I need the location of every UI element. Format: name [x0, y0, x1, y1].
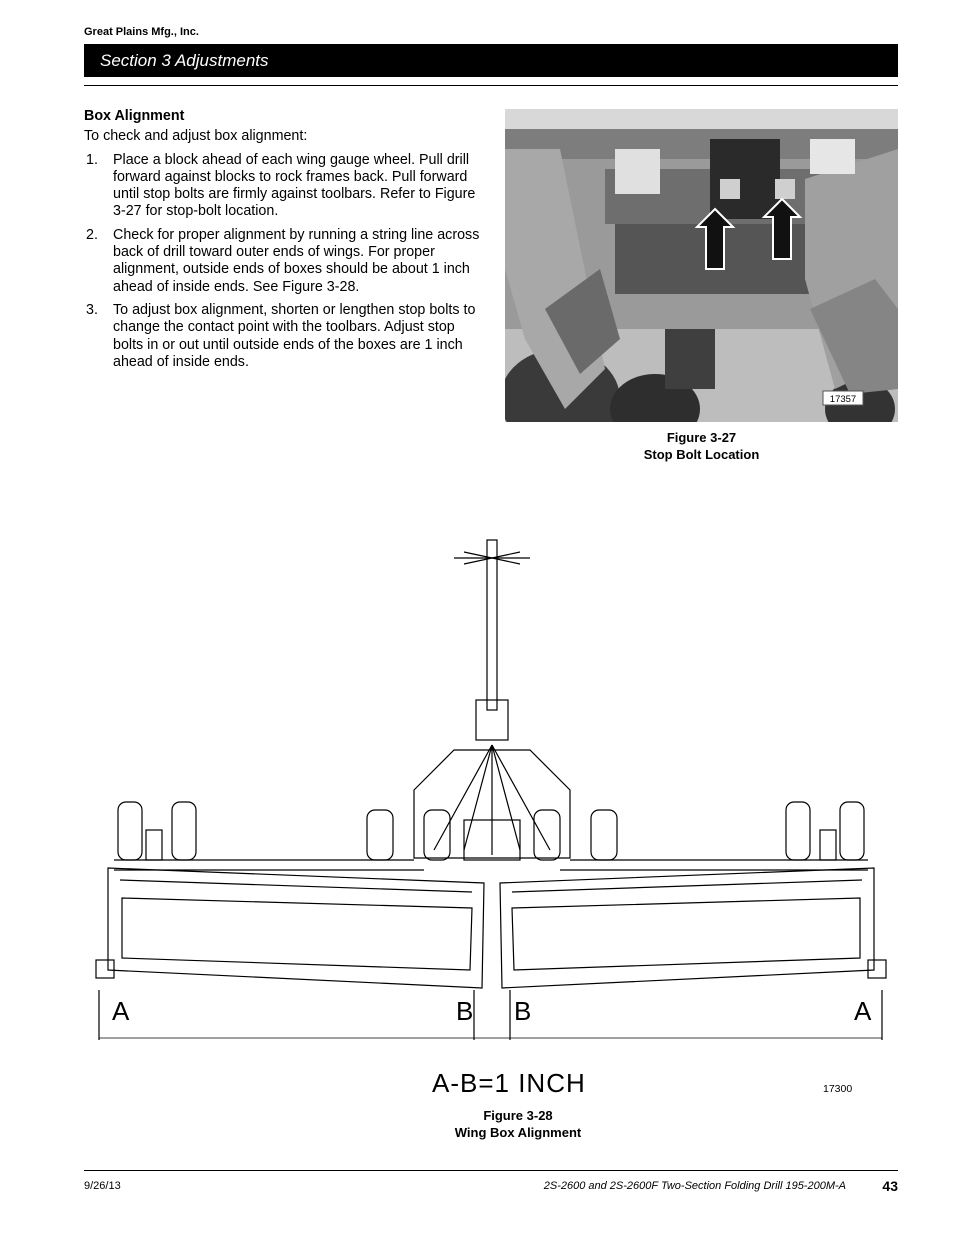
stop-bolt-photo-illustration	[505, 109, 898, 422]
step-number: 1.	[86, 151, 98, 168]
figure-28-number: Figure 3-28	[483, 1108, 553, 1123]
figure-28-caption	[318, 1107, 718, 1141]
dimension-label-b-right: B	[514, 996, 532, 1026]
step-number: 3.	[86, 301, 98, 318]
list-item	[84, 152, 484, 221]
figure-27-number: Figure 3-27	[666, 430, 737, 445]
figure-27-caption	[505, 429, 898, 463]
step-text: Check for proper alignment by running a string line across back of drill toward outer ends of wings. For proper alignment, outside ends of boxes should be about 1 inch ahead of inside ends. See Figure 3-28.	[113, 226, 480, 295]
list-item	[84, 227, 484, 296]
page-number: 43	[882, 1178, 898, 1194]
section-heading: Box Alignment	[84, 108, 185, 124]
dimension-label-b-left: B	[456, 996, 474, 1026]
stop-bolt-photo	[505, 109, 898, 422]
step-text: To adjust box alignment, shorten or lengthen stop bolts to change the contact point with the toolbars. Adjust stop bolts in or out until outside ends of the boxes are 1 inch ahead of inside ends.	[113, 301, 476, 370]
header-divider	[84, 85, 898, 86]
alignment-formula: A-B=1 INCH	[432, 1068, 586, 1098]
company-name: Great Plains Mfg., Inc.	[84, 26, 199, 38]
drawing-image-number: 17300	[823, 1083, 853, 1095]
section-title: Section 3 Adjustments	[100, 51, 269, 70]
steps-list	[84, 152, 484, 372]
footer-date: 9/26/13	[84, 1180, 121, 1192]
step-number: 2.	[86, 226, 98, 243]
footer-document-title: 2S-2600 and 2S-2600F Two-Section Folding Drill 195-200M-A	[543, 1180, 846, 1192]
section-header-bar	[84, 44, 898, 77]
footer-divider	[84, 1170, 898, 1171]
photo-image-number: 17357	[829, 394, 857, 405]
dimension-label-a-left: A	[112, 996, 130, 1026]
wing-box-alignment-drawing	[84, 520, 898, 1100]
figure-27-title: Stop Bolt Location	[643, 447, 760, 462]
figure-28-title: Wing Box Alignment	[454, 1125, 582, 1140]
intro-text: To check and adjust box alignment:	[84, 128, 308, 145]
list-item	[84, 302, 484, 371]
step-text: Place a block ahead of each wing gauge wheel. Pull drill forward against blocks to rock frames back. Pull forward until stop bolts are firmly against toolbars. Refer to Figure 3-27 for stop-bolt location.	[113, 151, 476, 220]
dimension-label-a-right: A	[854, 996, 872, 1026]
instructions-column	[84, 108, 484, 377]
